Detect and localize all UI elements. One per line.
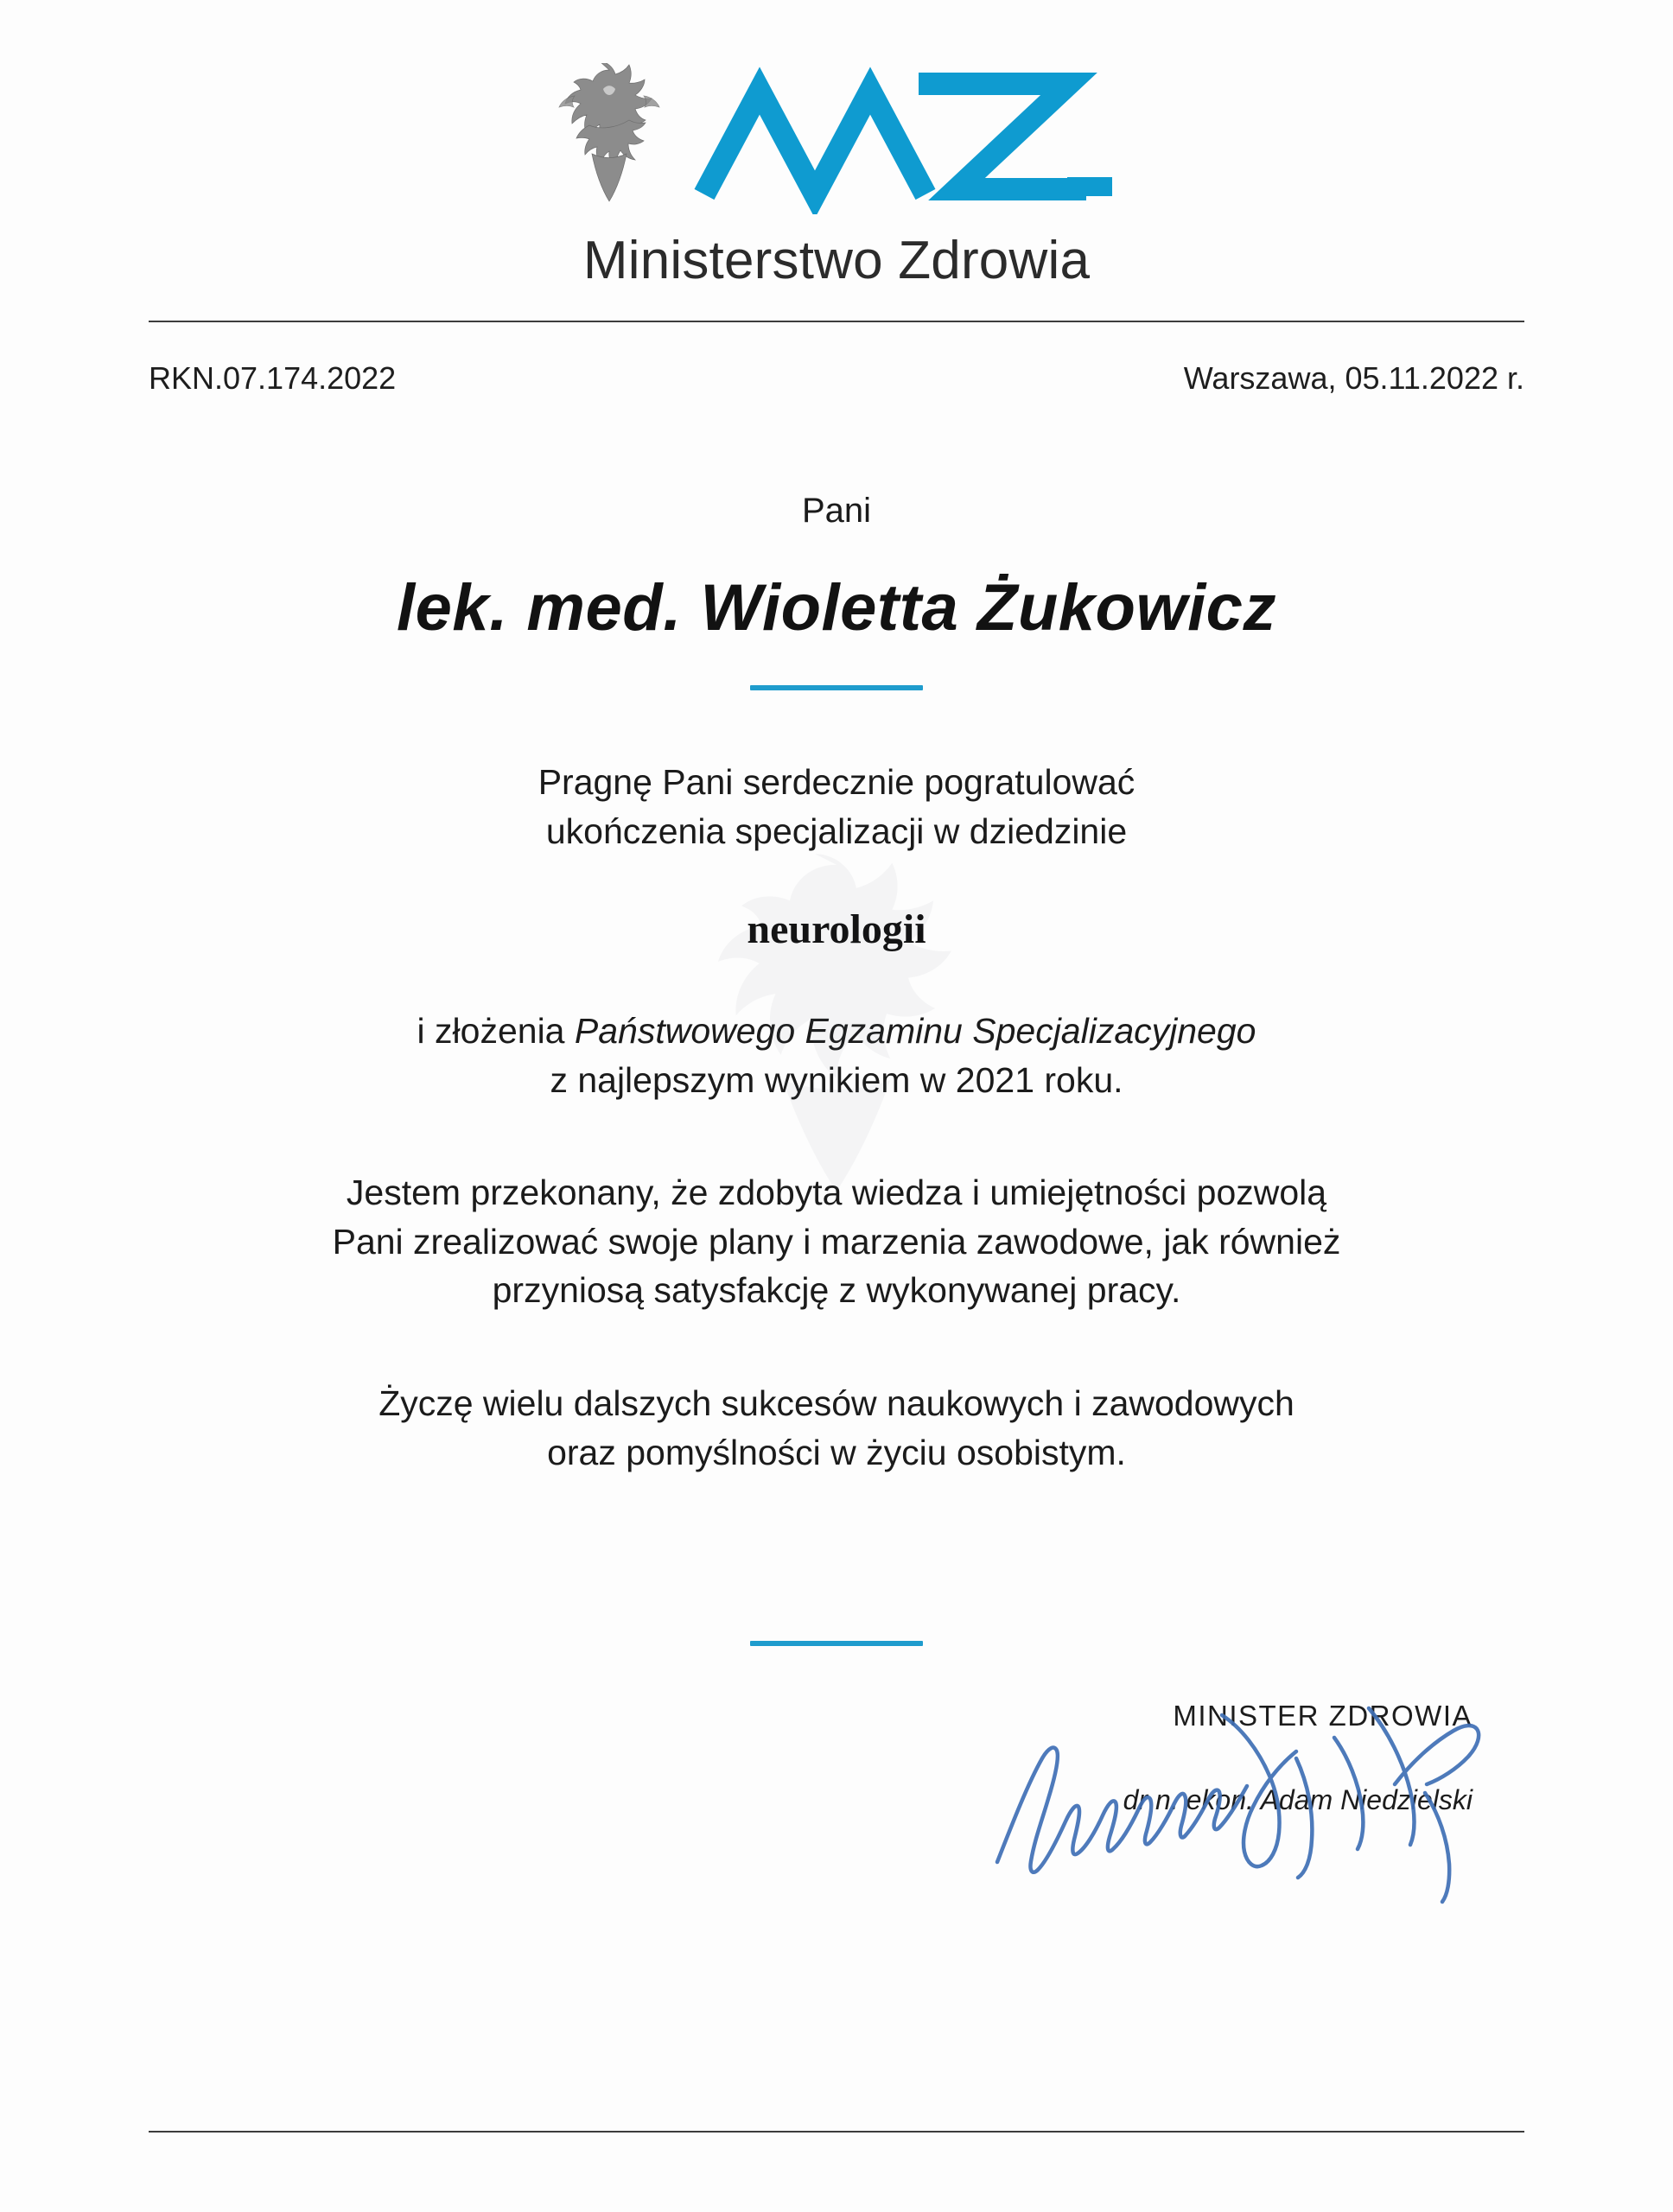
signature-name: dr n. ekon. Adam Niedzielski [1123,1784,1473,1816]
document-header [0,0,1673,291]
wishes-paragraph [149,1379,1524,1477]
polish-eagle-emblem-icon [549,63,670,214]
wishes-line-1: Życzę wielu dalszych sukcesów naukowych i zawodowych [378,1383,1295,1424]
conviction-line-2: Pani zrealizować swoje plany i marzenia zawodowe, jak również [332,1221,1341,1262]
logo-row [549,52,1124,225]
congratulations-line-2: ukończenia specjalizacji w dziedzinie [545,810,1128,851]
exam-name: Państwowego Egzaminu Specjalizacyjnego [574,1011,1256,1052]
wishes-line-2: oraz pomyślności w życiu osobistym. [547,1432,1126,1472]
recipient-name: lek. med. Wioletta Żukowicz [397,571,1276,645]
accent-divider-top [750,685,923,690]
reference-number: RKN.07.174.2022 [149,360,397,396]
congratulations-line-1: Pragnę Pani serdecznie pogratulować [538,762,1135,802]
specialization-field: neurologii [747,906,926,953]
exam-line-2: z najlepszym wynikiem w 2021 roku. [550,1059,1123,1100]
conviction-paragraph [149,1168,1524,1315]
conviction-line-1: Jestem przekonany, że zdobyta wiedza i umiejętności pozwolą [346,1173,1327,1213]
footer-divider-wrap [0,2131,1673,2133]
letter-body [149,492,1524,1477]
salutation: Pani [801,492,872,530]
exam-prefix: i złożenia [417,1011,575,1052]
footer-divider [149,2131,1524,2133]
header-divider [149,321,1524,322]
signature-title: MINISTER ZDROWIA [1173,1700,1473,1732]
exam-paragraph [149,1007,1524,1104]
mz-logo-icon [692,63,1124,214]
ministry-name: Ministerstwo Zdrowia [582,231,1091,290]
congratulations-paragraph [149,758,1524,855]
place-and-date: Warszawa, 05.11.2022 r. [1183,360,1524,396]
meta-row [149,360,1524,397]
signature-area [149,1646,1524,1905]
conviction-line-3: przyniosą satysfakcję z wykonywanej pracy. [492,1270,1181,1311]
exam-line-1 [149,1007,1524,1056]
